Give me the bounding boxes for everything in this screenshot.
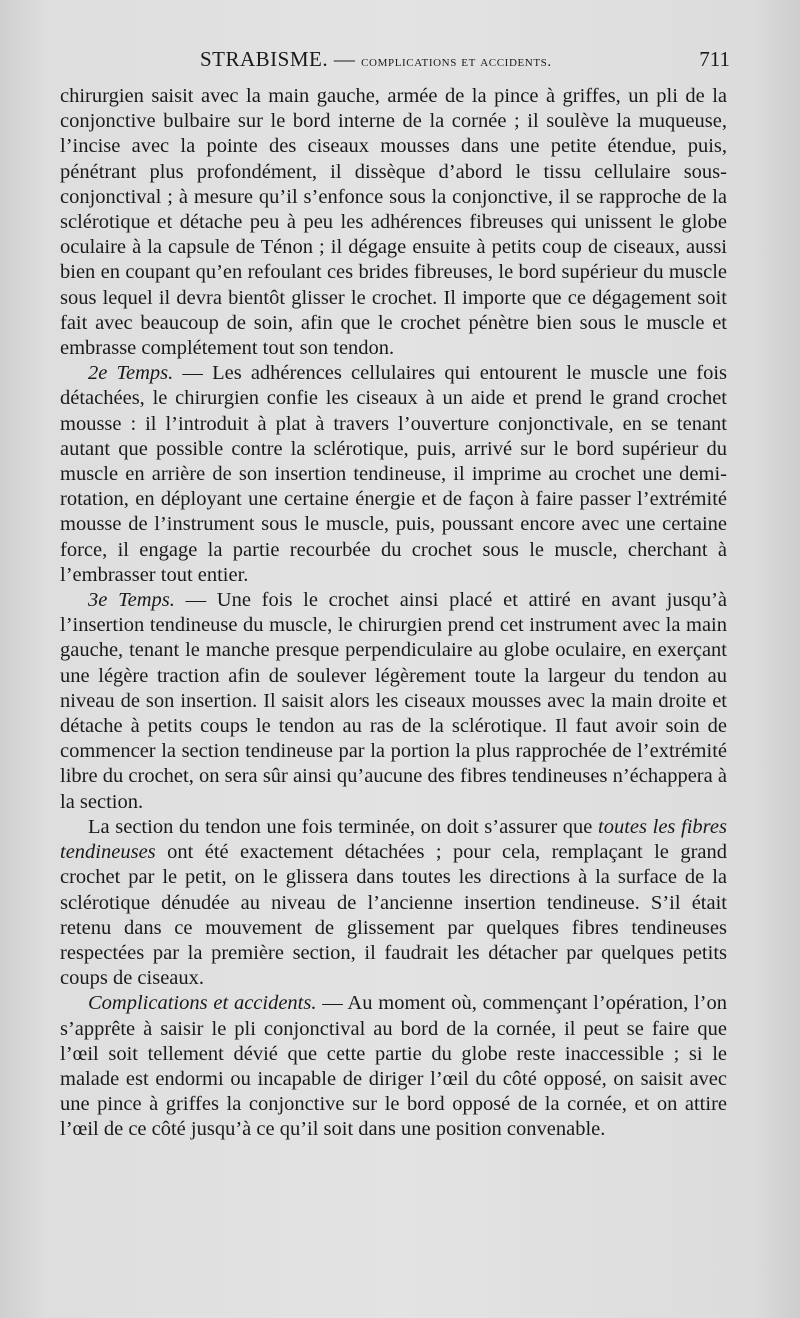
paragraph-4	[60, 815, 727, 991]
paragraph-5	[60, 991, 727, 1142]
page-number: 711	[699, 47, 730, 71]
paragraph-1: chirurgien saisit avec la main gauche, armée de la pince à griffes, un pli de la conjonctive bulbaire sur le bord interne de la cornée ; il soulève la muqueuse, l’incise avec la pointe des ciseaux mousses dans une petite étendue, puis, pénétrant plus profondément, il dissèque d’abord le tissu cellulaire sous-conjonctival ; à mesure qu’il s’enfonce sous la conjonctive, il se rapproche de la sclérotique et détache peu à peu les adhérences fibreuses qui unissent le globe oculaire à la capsule de Ténon ; il dégage ensuite à petits coup de ciseaux, aussi bien en coupant qu’en refoulant ces brides fibreuses, le bord supérieur du muscle sous lequel il devra bientôt glisser le crochet. Il importe que ce dégagement soit fait avec beaucoup de soin, afin que le crochet pénètre bien sous le muscle et embrasse complétement tout son tendon.	[60, 85, 727, 360]
running-title	[200, 47, 552, 72]
paragraph-4-emphasis: toutes les fibres tendineuses	[60, 815, 727, 864]
paragraph-2-text: — Les adhérences cellulaires qui entourent le muscle une fois détachées, le chirurgien confie les ciseaux à un aide et prend le grand crochet mousse : il l’introduit à plat à travers l’ouverture conjonctivale, en se tenant autant que possible contre la sclérotique, puis, arrivé sur le bord supérieur du muscle en arrière de son insertion tendineuse, il imprime au crochet une demi-rotation, en déployant une certaine énergie et de façon à faire passer l’extrémité mousse de l’instrument sous le muscle, puis, poussant encore avec une certaine force, il engage la partie recourbée du crochet sous le muscle, cherchant à l’embrasser tout entier.	[60, 362, 728, 586]
paragraph-2-label: 2e Temps.	[88, 362, 174, 385]
paragraph-3-text: — Une fois le crochet ainsi placé et attiré en avant jusqu’à l’insertion tendineuse du muscle, le chirurgien prend cet instrument avec la main gauche, tenant le manche presque perpendiculaire au globe oculaire, en exerçant une légère traction afin de soulever légèrement toute la largeur du tendon au niveau de son insertion. Il saisit alors les ciseaux mousses avec la main droite et détache à petits coups le tendon au ras de la sclérotique. Il faut avoir soin de commencer la section tendineuse par la portion la plus rapprochée de l’extrémité libre du crochet, on sera sûr ainsi qu’aucune des fibres tendineuses n’échappera à la section.	[60, 589, 728, 813]
paragraph-5-text: — Au moment où, commençant l’opération, l’on s’apprête à saisir le pli conjonctival au bord de la cornée, il peut se faire que l’œil soit tellement dévié que cette partie du globe reste inaccessible ; si le malade est endormi ou incapable de diriger l’œil du côté opposé, on saisit avec une pince à griffes la conjonctive sur le bord opposé de la cornée, et on attire l’œil de ce côté jusqu’à ce qu’il soit dans une position convenable.	[60, 992, 727, 1141]
paragraph-4-text-b: ont été exactement détachées ; pour cela, remplaçant le grand crochet par le petit, on le glissera dans toutes les directions à la surface de la sclérotique dénudée au niveau de l’ancienne insertion tendineuse. S’il était retenu dans ce mouvement de glissement par quelques fibres tendineuses respectées par la première section, il faudrait les détacher par quelques petits coups de ciseaux.	[60, 841, 727, 990]
title-main: STRABISME.	[200, 47, 329, 71]
title-dash: —	[328, 47, 362, 71]
running-header	[60, 47, 730, 75]
paragraph-4-text-a: La section du tendon une fois terminée, on doit s’assurer que	[88, 815, 599, 838]
body-text	[60, 84, 727, 1143]
title-subtitle: complications et accidents.	[361, 54, 552, 70]
paragraph-2	[60, 361, 727, 588]
paragraph-3-label: 3e Temps.	[88, 589, 175, 612]
paragraph-3	[60, 588, 727, 815]
paragraph-5-label: Complications et accidents.	[88, 992, 317, 1015]
